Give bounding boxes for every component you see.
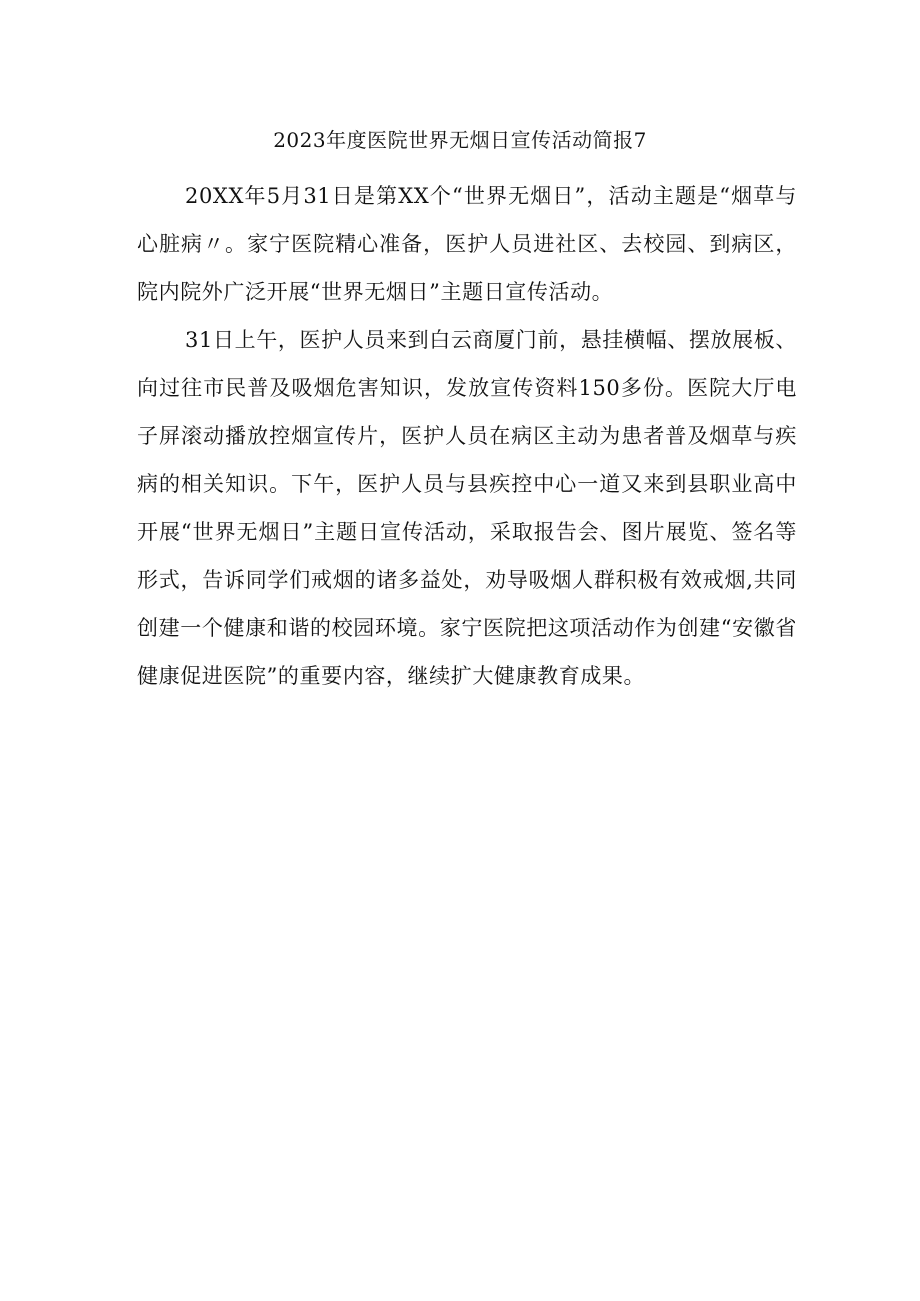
paragraph-activities: 31日上午，医护人员来到白云商厦门前，悬挂横幅、摆放展板、向过往市民普及吸烟危害知识，发放宣传资料150多份。医院大厅电子屏滚动播放控烟宣传片，医护人员在病区主动为患者普及烟草与疾病的相关知识。下午，医护人员与县疾控中心一道又来到县职业高中开展“世界无烟日”主题日宣传活动，采取报告会、图片展览、签名等形式，告诉同学们戒烟的诸多益处，劝导吸烟人群积极有效戒烟,共同创建一个健康和谐的校园环境。家宁医院把这项活动作为创建“安徽省健康促进医院”的重要内容，继续扩大健康教育成果。 xyxy=(137,328,797,688)
document-body xyxy=(137,172,797,700)
document-title: 2023年度医院世界无烟日宣传活动简报7 xyxy=(273,128,647,152)
paragraph-intro: 20XX年5月31日是第XX个“世界无烟日”，活动主题是“烟草与心脏病〃。家宁医院精心准备，医护人员进社区、去校园、到病区，院内院外广泛开展“世界无烟日”主题日宣传活动。 xyxy=(137,184,797,304)
